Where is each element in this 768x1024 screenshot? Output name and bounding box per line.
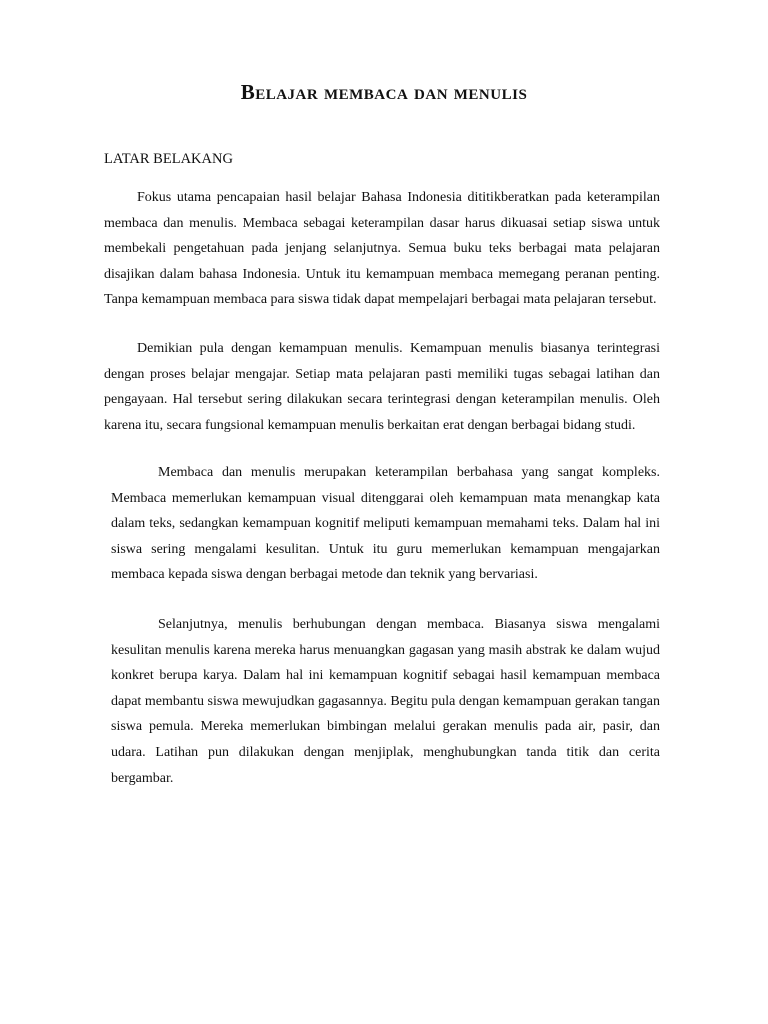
paragraph-1: Fokus utama pencapaian hasil belajar Bahasa Indonesia dititikberatkan pada keterampilan membaca dan menulis. Membaca sebagai keterampilan dasar harus dikuasai setiap siswa untuk membekali pengetahuan pada jenjang selanjutnya. Semua buku teks berbagai mata pelajaran disajikan dalam bahasa Indonesia. Untuk itu kemampuan membaca memegang peranan penting. Tanpa kemampuan membaca para siswa tidak dapat mempelajari berbagai mata pelajaran tersebut. bbox=[104, 190, 660, 308]
paragraph-3: Membaca dan menulis merupakan keterampilan berbahasa yang sangat kompleks. Membaca memerlukan kemampuan visual ditenggarai oleh kemampuan mata menangkap kata dalam teks, sedangkan kemampuan kognitif meliputi kemampuan memahami teks. Dalam hal ini siswa sering mengalami kesulitan. Untuk itu guru memerlukan kemampuan mengajarkan membaca kepada siswa dengan berbagai metode dan teknik yang bervariasi. bbox=[111, 465, 660, 583]
paragraph-2: Demikian pula dengan kemampuan menulis. Kemampuan menulis biasanya terintegrasi dengan proses belajar mengajar. Setiap mata pelajaran pasti memiliki tugas sebagai latihan dan pengayaan. Hal tersebut sering dilakukan secara terintegrasi dengan keterampilan menulis. Oleh karena itu, secara fungsional kemampuan menulis berkaitan erat dengan berbagai bidang studi. bbox=[104, 341, 660, 433]
section-heading: LATAR BELAKANG bbox=[104, 151, 233, 167]
paragraph-4: Selanjutnya, menulis berhubungan dengan membaca. Biasanya siswa mengalami kesulitan menulis karena mereka harus menuangkan gagasan yang masih abstrak ke dalam wujud konkret berupa karya. Dalam hal ini kemampuan kognitif sebagai hasil kemampuan membaca dapat membantu siswa mewujudkan gagasannya. Begitu pula dengan kemampuan gerakan tangan siswa pemula. Mereka memerlukan bimbingan melalui gerakan menulis pada air, pasir, dan udara. Latihan pun dilakukan dengan menjiplak, menghubungkan tanda titik dan cerita bergambar. bbox=[111, 617, 660, 786]
document-title: Belajar membaca dan menulis bbox=[240, 80, 528, 104]
